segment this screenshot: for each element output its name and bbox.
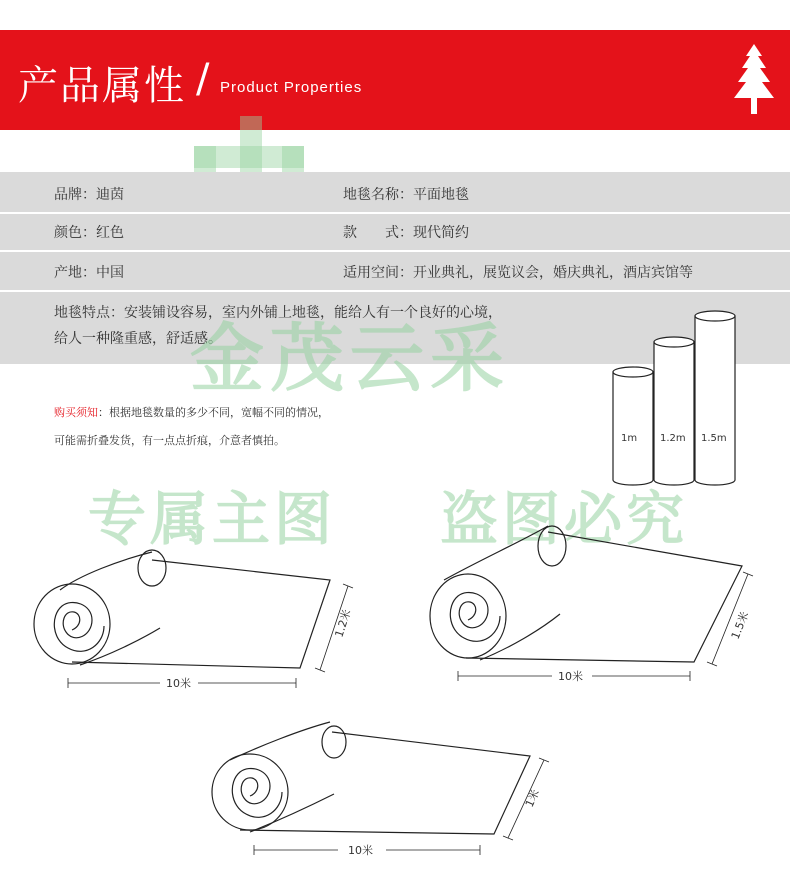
watermark-right: 盗图必究 bbox=[440, 485, 689, 553]
roll-3-width-label: 1米 bbox=[522, 787, 543, 810]
roll-2-width-label: 1.5米 bbox=[728, 609, 752, 642]
watermark-left: 专属主图 bbox=[88, 485, 337, 553]
purchase-notice-rest: ：根据地毯数量的多少不同，宽幅不同的情况， bbox=[98, 406, 329, 419]
roll-1-length-label: 10米 bbox=[166, 677, 191, 690]
cylinder-label-1-2m: 1.2m bbox=[660, 433, 686, 444]
purchase-notice-lead: 购买须知 bbox=[54, 406, 98, 419]
roll-1-width-label: 1.2米 bbox=[332, 607, 354, 639]
cylinder-1-2m bbox=[654, 337, 694, 485]
carpet-roll-1 bbox=[34, 550, 330, 668]
brand-value: 品牌：迪茵 bbox=[54, 187, 124, 203]
cylinder-label-1-5m: 1.5m bbox=[701, 433, 727, 444]
page-subtitle: Product Properties bbox=[220, 79, 363, 96]
title-slash: / bbox=[196, 56, 210, 102]
usage-value: 适用空间：开业典礼，展览议会，婚庆典礼，酒店宾馆等 bbox=[343, 265, 693, 281]
carpet-roll-3 bbox=[212, 722, 530, 834]
roll-2-length-label: 10米 bbox=[558, 670, 583, 683]
carpet-roll-2 bbox=[430, 526, 742, 662]
cylinder-1-5m bbox=[695, 311, 735, 485]
color-value: 颜色：红色 bbox=[54, 225, 124, 241]
cylinder-label-1m: 1m bbox=[621, 433, 638, 444]
features-line-1: 地毯特点：安装铺设容易，室内外铺上地毯，能给人有一个良好的心境， bbox=[54, 305, 502, 321]
roll-3-length-label: 10米 bbox=[348, 844, 373, 857]
watermark-brand: 金茂云采 bbox=[190, 316, 510, 402]
page-title: 产品属性 bbox=[18, 63, 186, 109]
carpet-name-value: 地毯名称：平面地毯 bbox=[343, 187, 469, 203]
features-line-2: 给人一种隆重感，舒适感。 bbox=[54, 331, 222, 347]
cylinder-1m bbox=[613, 367, 653, 485]
purchase-notice-line-2: 可能需折叠发货，有一点点折痕，介意者慎拍。 bbox=[54, 434, 285, 447]
style-value: 款 式：现代简约 bbox=[343, 225, 469, 241]
origin-value: 产地：中国 bbox=[54, 265, 124, 281]
